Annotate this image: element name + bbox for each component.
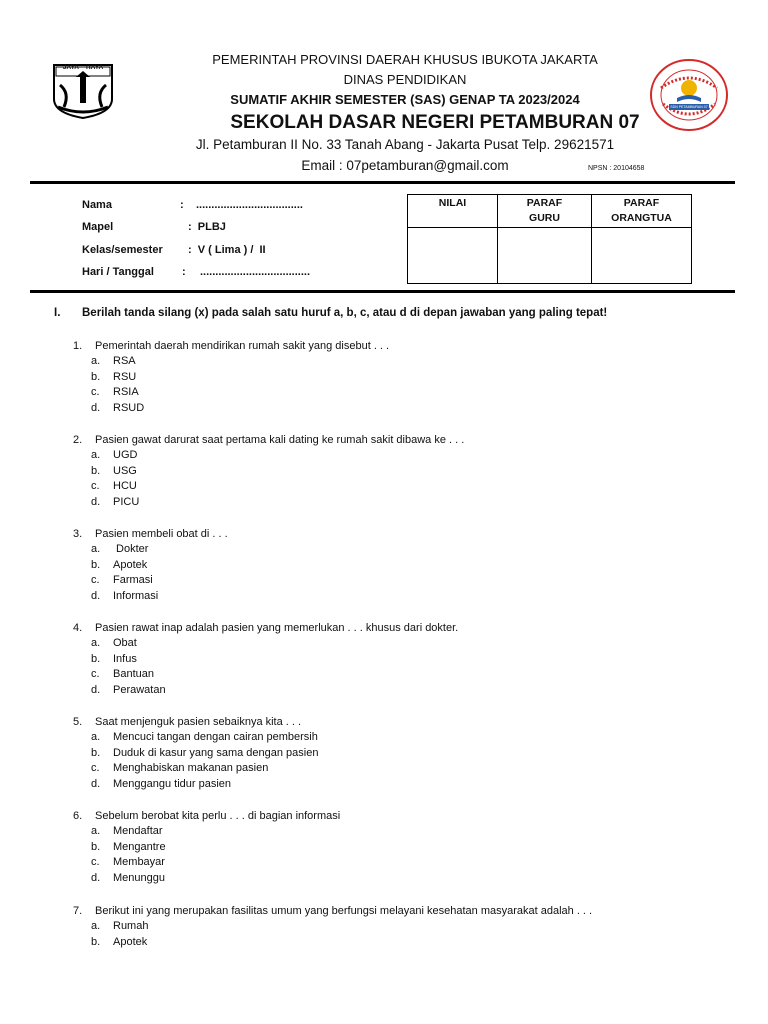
- header-divider: [30, 181, 735, 184]
- option-letter: a.: [91, 920, 101, 932]
- header-email: Email : 07petamburan@gmail.com: [301, 158, 509, 173]
- option-letter: b.: [91, 935, 101, 948]
- section-instruction: Berilah tanda silang (x) pada salah satu huruf a, b, c, atau d di depan jawaban yang paling tepat!: [82, 307, 608, 319]
- option-c[interactable]: [73, 667, 753, 683]
- option-text: USG: [113, 464, 137, 477]
- paraf-orangtua-line2: ORANGTUA: [611, 212, 672, 224]
- option-d[interactable]: [73, 683, 753, 699]
- kelas-value: : V ( Lima ) / II: [188, 244, 266, 256]
- option-a[interactable]: [73, 824, 753, 840]
- option-letter: a.: [91, 543, 101, 555]
- question-text: Pemerintah daerah mendirikan rumah sakit yang disebut . . .: [95, 340, 390, 352]
- question-number: 4.: [73, 622, 83, 634]
- option-text: Membayar: [113, 856, 165, 869]
- option-letter: c.: [91, 856, 100, 869]
- question-number: 1.: [73, 340, 83, 352]
- option-d[interactable]: [73, 495, 753, 511]
- option-letter: c.: [91, 574, 100, 587]
- nama-value[interactable]: ...................................: [196, 199, 303, 211]
- option-d[interactable]: [73, 777, 753, 793]
- option-b[interactable]: [73, 558, 753, 574]
- info-divider: [30, 290, 735, 293]
- option-a[interactable]: [73, 919, 753, 935]
- jaya-raya-text: JAYA RAYA: [62, 64, 104, 71]
- option-letter: d.: [91, 496, 101, 509]
- option-b[interactable]: [73, 652, 753, 668]
- option-c[interactable]: [73, 479, 753, 495]
- question-number: 6.: [73, 810, 83, 822]
- question-1: [73, 338, 753, 417]
- option-letter: d.: [91, 590, 101, 603]
- option-b[interactable]: [73, 370, 753, 386]
- option-text: Informasi: [113, 590, 159, 603]
- paraf-guru-line2: GURU: [529, 212, 560, 224]
- option-text: Rumah: [113, 920, 149, 932]
- option-c[interactable]: [73, 761, 753, 777]
- mapel-label: Mapel: [82, 221, 114, 233]
- option-a[interactable]: [73, 636, 753, 652]
- option-letter: d.: [91, 402, 101, 415]
- question-text: Pasien gawat darurat saat pertama kali dating ke rumah sakit dibawa ke . . .: [95, 434, 465, 446]
- option-a[interactable]: [73, 448, 753, 464]
- paraf-orangtua-line1: PARAF: [623, 197, 660, 209]
- option-text: Mencuci tangan dengan cairan pembersih: [113, 731, 318, 743]
- nama-colon: :: [180, 199, 184, 211]
- option-letter: c.: [91, 386, 100, 399]
- option-letter: c.: [91, 668, 100, 681]
- question-number: 7.: [73, 905, 83, 917]
- question-text: Saat menjenguk pasien sebaiknya kita . . .: [95, 716, 302, 728]
- option-letter: d.: [91, 872, 101, 885]
- option-text: Menggangu tidur pasien: [113, 778, 232, 791]
- paraf-orangtua-cell[interactable]: [592, 228, 692, 284]
- option-text: RSUD: [113, 402, 145, 415]
- question-number: 5.: [73, 716, 83, 728]
- option-letter: b.: [91, 370, 101, 383]
- question-5: [73, 714, 753, 793]
- question-4: [73, 620, 753, 699]
- option-letter: d.: [91, 684, 101, 697]
- option-letter: b.: [91, 746, 101, 759]
- header-exam-title: SUMATIF AKHIR SEMESTER (SAS) GENAP TA 2023/2024: [230, 92, 580, 107]
- option-text: Bantuan: [113, 668, 154, 681]
- option-c[interactable]: [73, 855, 753, 871]
- option-text: Infus: [113, 652, 137, 665]
- option-letter: c.: [91, 762, 100, 775]
- option-text: PICU: [113, 496, 140, 509]
- paraf-guru-header: [498, 195, 592, 228]
- option-letter: b.: [91, 840, 101, 853]
- paraf-guru-cell[interactable]: [498, 228, 592, 284]
- question-text: Sebelum berobat kita perlu . . . di bagian informasi: [95, 810, 341, 822]
- option-text: Mendaftar: [113, 825, 163, 837]
- option-text: RSU: [113, 370, 137, 383]
- option-letter: a.: [91, 355, 101, 367]
- option-text: Perawatan: [113, 684, 166, 697]
- option-text: RSIA: [113, 386, 139, 399]
- option-letter: a.: [91, 731, 101, 743]
- option-letter: a.: [91, 825, 101, 837]
- question-3: [73, 526, 753, 605]
- option-letter: a.: [91, 449, 101, 461]
- option-letter: b.: [91, 464, 101, 477]
- option-text: Mengantre: [113, 840, 166, 853]
- nilai-header: NILAI: [408, 195, 498, 228]
- option-letter: b.: [91, 652, 101, 665]
- option-text: Menunggu: [113, 872, 165, 885]
- question-number: 3.: [73, 528, 83, 540]
- option-a[interactable]: [73, 354, 753, 370]
- option-letter: a.: [91, 637, 101, 649]
- option-text: Apotek: [113, 935, 148, 948]
- hari-colon: :: [182, 266, 186, 278]
- nama-label: Nama: [82, 199, 112, 211]
- option-text: UGD: [113, 449, 138, 461]
- question-7: [73, 903, 753, 950]
- question-6: [73, 808, 753, 887]
- paraf-guru-line1: PARAF: [526, 197, 563, 209]
- option-c[interactable]: [73, 385, 753, 401]
- option-text: Menghabiskan makanan pasien: [113, 762, 269, 775]
- header-npsn: NPSN : 20104658: [588, 165, 645, 172]
- option-letter: c.: [91, 480, 100, 493]
- question-text: Pasien rawat inap adalah pasien yang memerlukan . . . khusus dari dokter.: [95, 622, 459, 634]
- question-text: Pasien membeli obat di . . .: [95, 528, 228, 540]
- option-b[interactable]: [73, 746, 753, 762]
- header-department: DINAS PENDIDIKAN: [343, 72, 467, 87]
- option-text: Duduk di kasur yang sama dengan pasien: [113, 746, 319, 759]
- option-text: RSA: [113, 355, 136, 367]
- mapel-value: : PLBJ: [188, 221, 226, 233]
- option-letter: d.: [91, 778, 101, 791]
- option-text: Apotek: [113, 558, 148, 571]
- header-school-name: SEKOLAH DASAR NEGERI PETAMBURAN 07: [230, 112, 640, 133]
- score-table: [407, 194, 692, 284]
- option-a[interactable]: [73, 730, 753, 746]
- question-2: [73, 432, 753, 511]
- option-b[interactable]: [73, 840, 753, 856]
- option-text: HCU: [113, 480, 137, 493]
- header-address: Jl. Petamburan II No. 33 Tanah Abang - Jakarta Pusat Telp. 29621571: [195, 137, 615, 152]
- option-b[interactable]: [73, 935, 753, 951]
- option-d[interactable]: [73, 871, 753, 887]
- hari-value[interactable]: ....................................: [200, 266, 311, 278]
- question-number: 2.: [73, 434, 83, 446]
- option-a[interactable]: [73, 542, 753, 558]
- kelas-label: Kelas/semester: [82, 244, 163, 256]
- option-letter: b.: [91, 558, 101, 571]
- school-badge-text: SDN PETAMBURAN 07: [670, 105, 708, 109]
- question-text: Berikut ini yang merupakan fasilitas umum yang berfungsi melayani kesehatan masyarakat adalah . . .: [95, 905, 593, 917]
- option-b[interactable]: [73, 464, 753, 480]
- option-d[interactable]: [73, 589, 753, 605]
- option-c[interactable]: [73, 573, 753, 589]
- option-text: Dokter: [113, 543, 149, 555]
- option-text: Farmasi: [113, 574, 153, 587]
- option-text: Obat: [113, 637, 137, 649]
- paraf-orangtua-header: [592, 195, 692, 228]
- hari-label: Hari / Tanggal: [82, 266, 154, 278]
- section-number: I.: [54, 307, 61, 319]
- header-government: PEMERINTAH PROVINSI DAERAH KHUSUS IBUKOTA JAKARTA: [212, 52, 598, 67]
- nilai-cell[interactable]: [408, 228, 498, 284]
- option-d[interactable]: [73, 401, 753, 417]
